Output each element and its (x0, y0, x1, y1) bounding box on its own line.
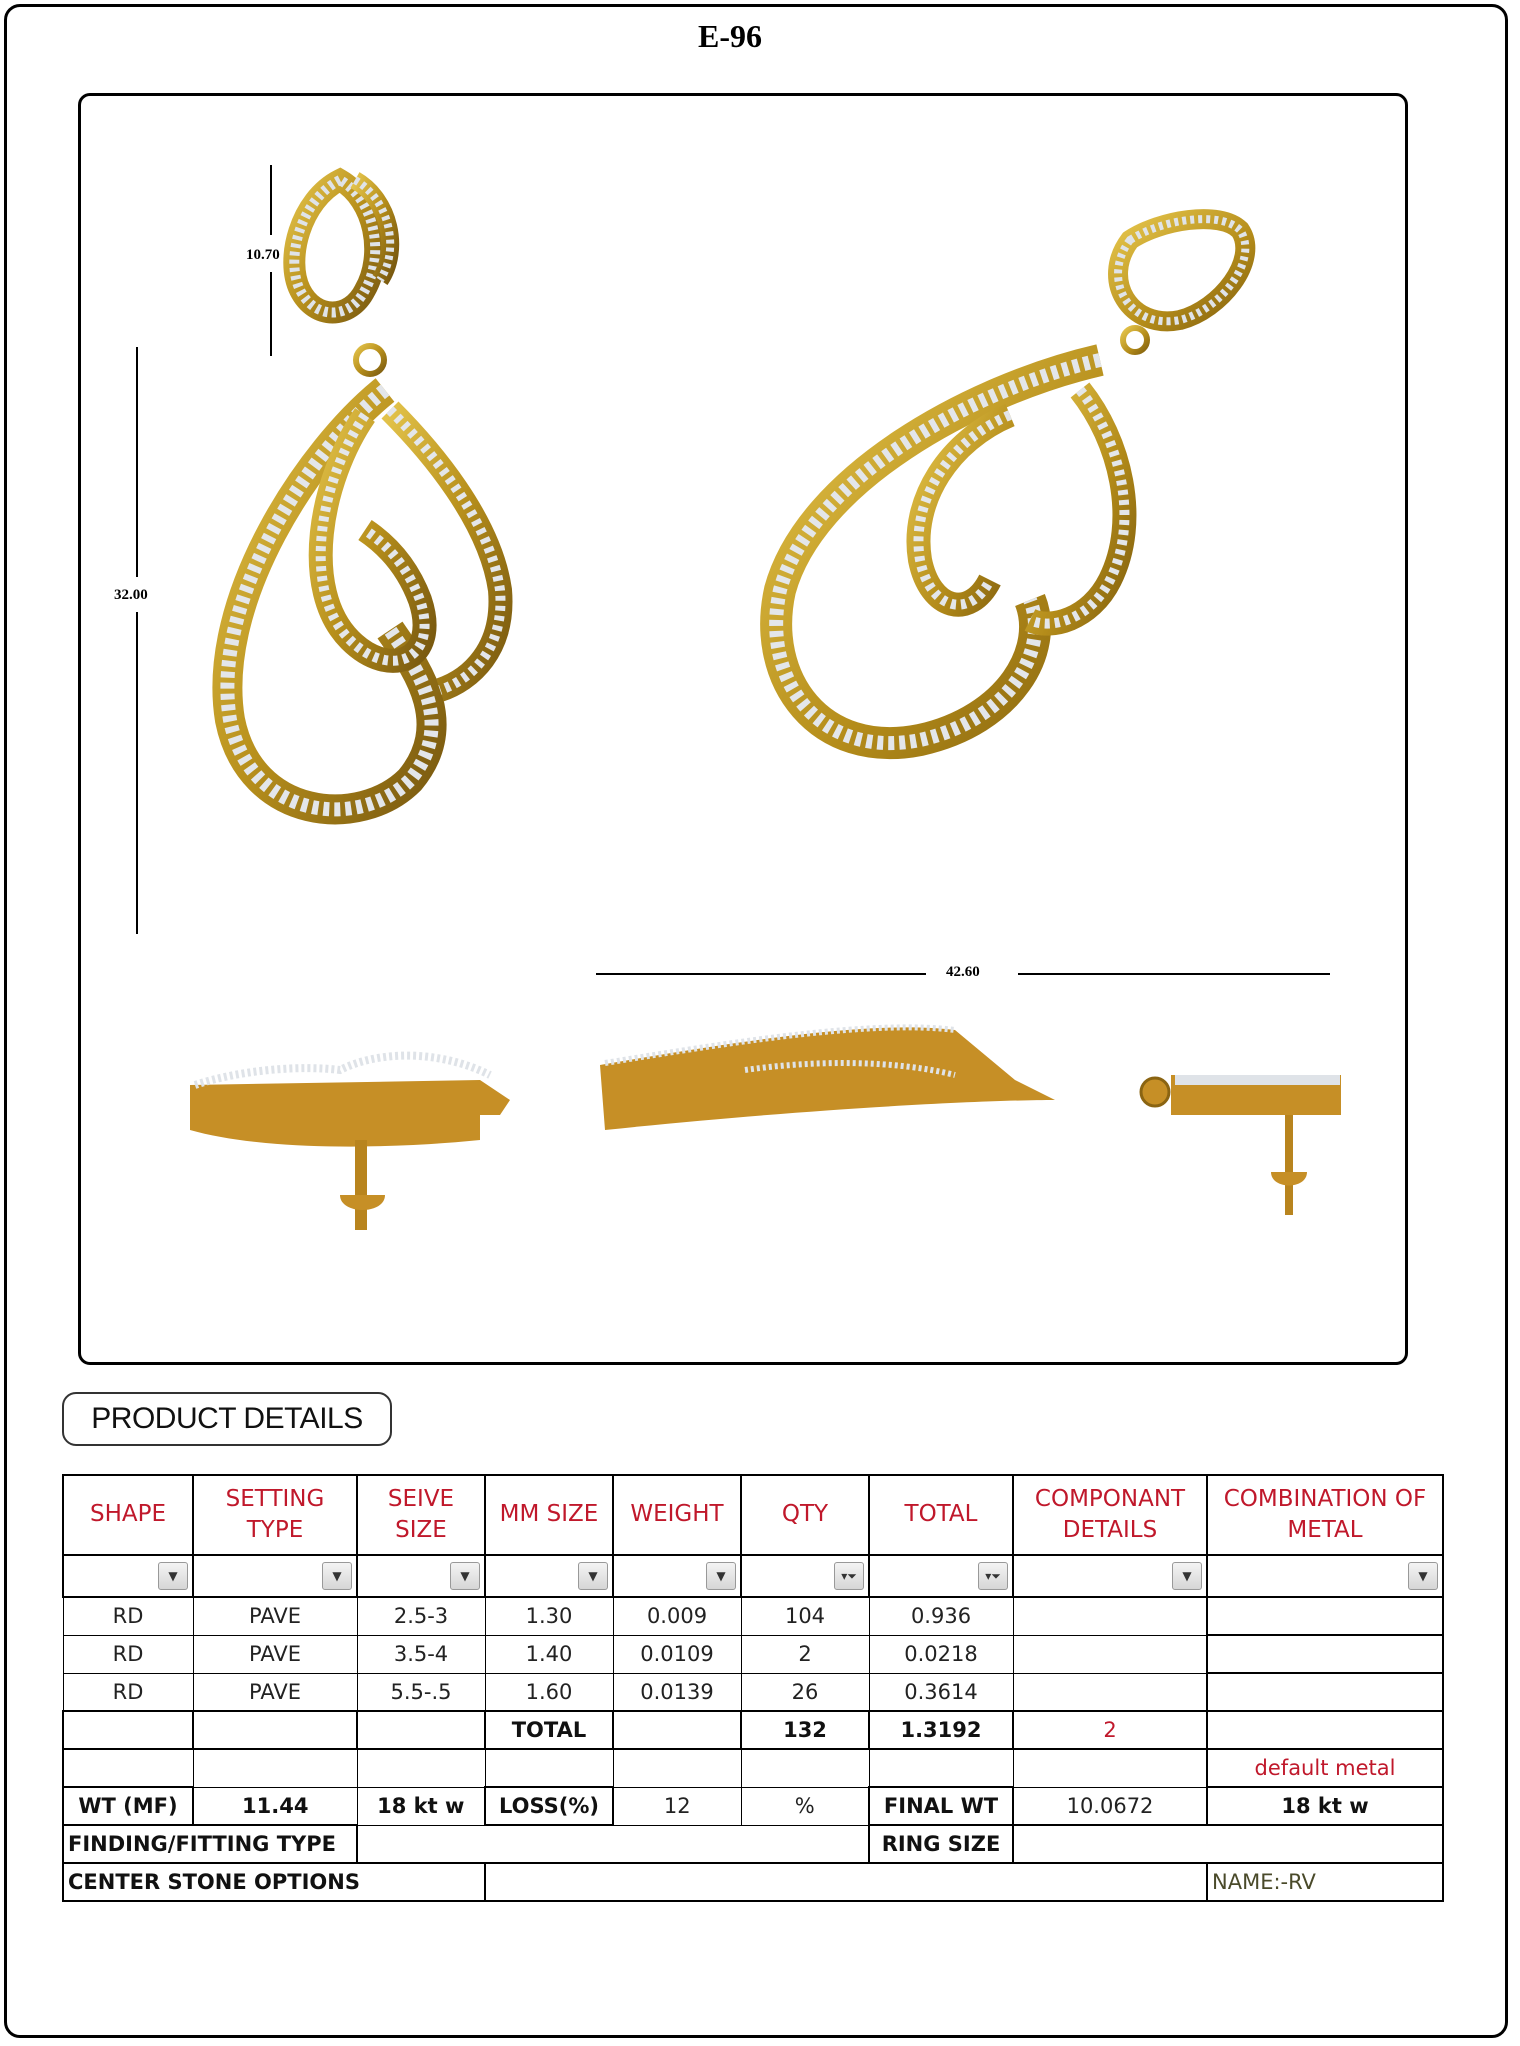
loss-label: LOSS(%) (485, 1787, 613, 1825)
drop-loops (227, 390, 500, 809)
dropdown-arrow-icon[interactable]: ▼ (1408, 1562, 1438, 1590)
header-weight: WEIGHT (613, 1475, 741, 1555)
header-shape: SHAPE (63, 1475, 193, 1555)
earring-perspective-view (750, 200, 1270, 820)
header-componant-details: COMPONANT DETAILS (1013, 1475, 1207, 1555)
total-component: 2 (1013, 1711, 1207, 1749)
cell-shape: RD (63, 1635, 193, 1673)
cell-setting: PAVE (193, 1597, 357, 1635)
header-combination-of-metal: COMBINATION OF METAL (1207, 1475, 1443, 1555)
header-qty: QTY (741, 1475, 869, 1555)
final-metal: 18 kt w (1207, 1787, 1443, 1825)
default-metal-row (63, 1749, 1443, 1787)
cell-qty: 26 (741, 1673, 869, 1711)
filter-row (63, 1555, 1443, 1597)
cell-qty: 104 (741, 1597, 869, 1635)
cell-empty (357, 1711, 485, 1749)
cell-mm: 1.40 (485, 1635, 613, 1673)
cell-component (1013, 1673, 1207, 1711)
header-mm-size: MM SIZE (485, 1475, 613, 1555)
total-qty: 132 (741, 1711, 869, 1749)
cell-mm: 1.60 (485, 1673, 613, 1711)
finding-row (63, 1825, 1443, 1863)
total-row (63, 1711, 1443, 1749)
cell-sieve: 2.5-3 (357, 1597, 485, 1635)
dim-drop-height: 32.00 (114, 585, 148, 606)
cell-setting: PAVE (193, 1673, 357, 1711)
center-stone-label: CENTER STONE OPTIONS (63, 1863, 485, 1901)
product-details-heading: PRODUCT DETAILS (62, 1392, 392, 1446)
center-stone-value (485, 1863, 1207, 1901)
cell-sieve: 5.5-.5 (357, 1673, 485, 1711)
cell-sieve: 3.5-4 (357, 1635, 485, 1673)
dim-top-height: 10.70 (246, 245, 280, 266)
loss-unit: % (741, 1787, 869, 1825)
top-stud-loop (294, 180, 390, 313)
cell-setting: PAVE (193, 1635, 357, 1673)
cell-shape: RD (63, 1673, 193, 1711)
cell-weight: 0.0109 (613, 1635, 741, 1673)
product-details-table (62, 1474, 1444, 1902)
cell-empty (63, 1711, 193, 1749)
final-wt-value: 10.0672 (1013, 1787, 1207, 1825)
dim-line-length-left (596, 973, 926, 975)
center-stone-row (63, 1863, 1443, 1901)
cell-qty: 2 (741, 1635, 869, 1673)
cell-metal (1207, 1635, 1443, 1673)
cell-component (1013, 1635, 1207, 1673)
default-metal-label: default metal (1207, 1749, 1443, 1787)
designer-name: NAME:-RV (1207, 1863, 1443, 1901)
cell-total: 0.3614 (869, 1673, 1013, 1711)
cell-total: 0.936 (869, 1597, 1013, 1635)
cell-weight: 0.0139 (613, 1673, 741, 1711)
cell-component (1013, 1597, 1207, 1635)
dim-line-drop-upper (136, 347, 138, 577)
final-wt-label: FINAL WT (869, 1787, 1013, 1825)
dropdown-arrow-icon[interactable]: ▼ (158, 1562, 188, 1590)
cell-mm: 1.30 (485, 1597, 613, 1635)
finding-label: FINDING/FITTING TYPE (63, 1825, 357, 1863)
wt-mf-label: WT (MF) (63, 1787, 193, 1825)
dropdown-arrow-icon[interactable]: ▼ (706, 1562, 736, 1590)
dim-line-drop-lower (136, 612, 138, 934)
dropdown-arrow-icon[interactable]: ▼ (578, 1562, 608, 1590)
dropdown-arrow-icon[interactable]: ▼ (1172, 1562, 1202, 1590)
table-row (63, 1597, 1443, 1635)
total-weight: 1.3192 (869, 1711, 1013, 1749)
header-row (63, 1475, 1443, 1555)
header-setting-type: SETTING TYPE (193, 1475, 357, 1555)
dim-line-length-right (1018, 973, 1330, 975)
ring-size-label: RING SIZE (869, 1825, 1013, 1863)
filter-funnel-icon[interactable]: ▾⏷ (978, 1562, 1008, 1590)
cell-weight: 0.009 (613, 1597, 741, 1635)
header-seive-size: SEIVE SIZE (357, 1475, 485, 1555)
earring-side-view-long (595, 1000, 1355, 1220)
metal-type: 18 kt w (357, 1787, 485, 1825)
cell-empty (193, 1711, 357, 1749)
table-row (63, 1673, 1443, 1711)
finding-value (357, 1825, 869, 1863)
loss-value: 12 (613, 1787, 741, 1825)
design-code-title: E-96 (698, 18, 762, 54)
cell-metal (1207, 1673, 1443, 1711)
weight-row (63, 1787, 1443, 1825)
earring-side-view-top (180, 1030, 520, 1250)
filter-funnel-icon[interactable]: ▾⏷ (834, 1562, 864, 1590)
cell-empty (613, 1711, 741, 1749)
dim-total-length: 42.60 (946, 962, 980, 983)
ring-size-value (1013, 1825, 1443, 1863)
wt-mf-value: 11.44 (193, 1787, 357, 1825)
header-total: TOTAL (869, 1475, 1013, 1555)
earring-front-view (190, 160, 530, 930)
cell-total: 0.0218 (869, 1635, 1013, 1673)
total-label: TOTAL (485, 1711, 613, 1749)
cell-empty (1207, 1711, 1443, 1749)
cell-metal (1207, 1597, 1443, 1635)
table-row (63, 1635, 1443, 1673)
cell-shape: RD (63, 1597, 193, 1635)
dropdown-arrow-icon[interactable]: ▼ (450, 1562, 480, 1590)
dropdown-arrow-icon[interactable]: ▼ (322, 1562, 352, 1590)
